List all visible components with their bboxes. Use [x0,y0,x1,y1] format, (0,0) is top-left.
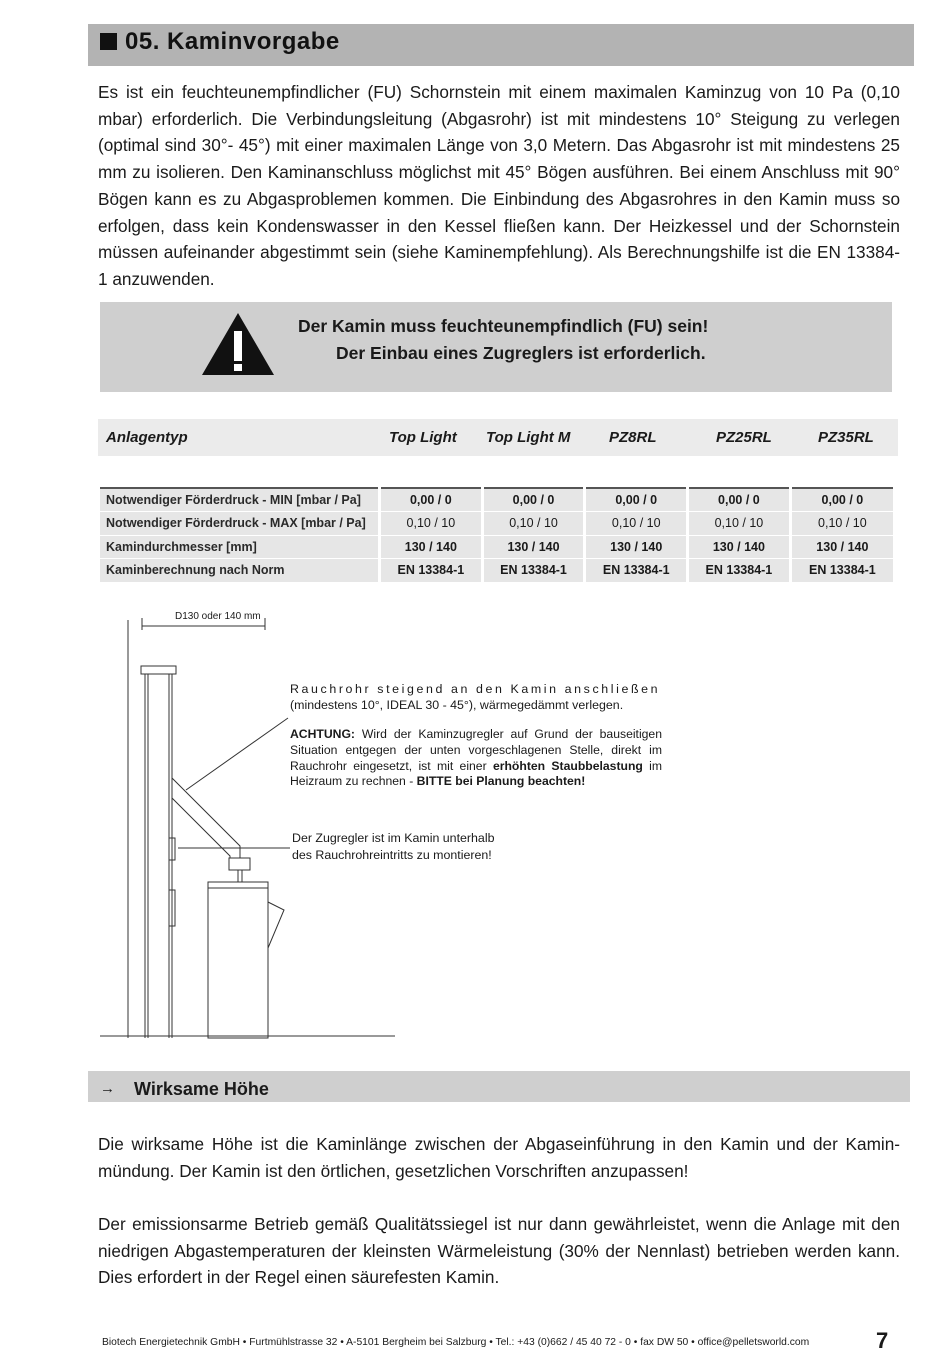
flue-pipe-note-detail: (mindestens 10°, IDEAL 30 - 45°), wärmegedämmt verlegen. [290,698,624,712]
table-cell: 0,10 / 10 [688,512,791,536]
table-cell: 130 / 140 [790,535,893,559]
table-cell: 0,10 / 10 [482,512,585,536]
flue-pipe-note [290,681,662,713]
attention-note: ACHTUNG: Wird der Kaminzugregler auf Grund der bauseitigen Situation entgegen der unten vorgeschlagenen Stelle, direkt im Rauchrohr eingesetzt, ist mit einer erhöhten Staubbelastung im Heizraum zu rechnen - BITTE bei Planung beachten! [290,727,663,789]
table-cell: EN 13384-1 [790,559,893,583]
regulator-note: Der Zugregler ist im Kamin unterhalb des Rauchrohreintritts zu montieren! [292,831,495,862]
header-pz8rl: PZ8RL [609,429,657,446]
row-label: Notwendiger Förderdruck - MAX [mbar / Pa] [100,512,380,536]
table-cell: 0,00 / 0 [482,488,585,512]
table-cell: 130 / 140 [380,535,483,559]
footer-contact: Biotech Energietechnik GmbH • Furtmühlstrasse 32 • A-5101 Bergheim bei Salzburg • Tel.: +43 (0)662 / 45 40 72 - 0 • fax DW 50 • office@pelletsworld.com [102,1337,810,1348]
table-cell: 0,10 / 10 [585,512,688,536]
row-label: Kamindurchmesser [mm] [100,535,380,559]
header-top-light: Top Light [389,429,457,446]
section-title [100,28,340,56]
table-cell: 0,00 / 0 [585,488,688,512]
table-cell: 0,00 / 0 [688,488,791,512]
table-cell: EN 13384-1 [482,559,585,583]
warning-line-2: Der Einbau eines Zugreglers ist erforderlich. [336,343,706,363]
table-cell: 130 / 140 [482,535,585,559]
table-row [100,559,893,583]
header-pz25rl: PZ25RL [716,429,772,446]
attention-label: ACHTUNG: [290,727,355,741]
effective-height-paragraph: Die wirksame Höhe ist die Kaminlänge zwischen der Abgaseinführung in den Kamin und der Kamin-mündung. Der Kamin ist den örtlichen, gesetzlichen Vorschriften anzupassen! [98,1134,900,1181]
dimension-label: D130 oder 140 mm [175,611,261,622]
table-cell: 0,10 / 10 [790,512,893,536]
table-row [100,512,893,536]
row-label: Kaminberechnung nach Norm [100,559,380,583]
table-cell: 130 / 140 [688,535,791,559]
section-title-text: 05. Kaminvorgabe [125,28,340,55]
table-cell: EN 13384-1 [380,559,483,583]
table-cell: 0,10 / 10 [380,512,483,536]
header-pz35rl: PZ35RL [818,429,874,446]
flue-pipe-note-heading: Rauchrohr steigend an den Kamin anschließen [290,682,661,696]
warning-line-1: Der Kamin muss feuchteunempfindlich (FU) sein! [298,316,709,336]
table-row [100,488,893,512]
dust-emphasis: erhöhten Staubbelastung [492,758,643,773]
table-cell: 130 / 140 [585,535,688,559]
table-cell: EN 13384-1 [585,559,688,583]
warning-triangle-icon [200,311,276,377]
page-number: 7 [876,1328,889,1353]
header-anlagentyp: Anlagentyp [106,429,188,446]
table-cell: 0,00 / 0 [790,488,893,512]
square-bullet-icon [100,33,117,50]
intro-paragraph: Es ist ein feuchteunempfindlicher (FU) Schornstein mit einem maximalen Kaminzug von 10 Pa (0,10 mbar) erforderlich. Die Verbindungsleitung (Abgasrohr) ist mit mindestens 10° Steigung zu verlegen (optimal sind 30°- 45°) mit einer maximalen Länge von 3,0 Metern. Das Abgasrohr ist mit mindestens 25 mm zu isolieren. Den Kaminanschluss möglichst mit 45° Bögen ausführen. Bei einem Anschluss mit 90° Bögen kann es zu Abgasproblemen kommen. Die Einbindung des Abgasrohres in den Kamin muss so erfolgen, dass kein Kondenswasser in den Kessel fließen kann. Der Heizkessel und der Schornstein müssen aufeinander abgestimmt sein (siehe Kaminempfehlung). Als Berechnungshilfe ist die EN 13384-1 anzuwenden. [98,82,900,289]
emissions-paragraph: Der emissionsarme Betrieb gemäß Qualitätssiegel ist nur dann gewährleistet, wenn die Anlage mit den niedrigen Abgastemperaturen der kleinsten Wärmeleistung (30% der Nennlast) betrieben werden kann. Dies erfordert in der Regel einen säurefesten Kamin. [98,1214,900,1288]
planning-emphasis: BITTE bei Planung beachten! [416,774,586,789]
table-cell: 0,00 / 0 [380,488,483,512]
subsection-title: Wirksame Höhe [134,1079,269,1099]
table-cell: EN 13384-1 [688,559,791,583]
header-top-light-m: Top Light M [486,429,571,446]
spec-table [100,487,893,583]
table-row [100,535,893,559]
arrow-right-icon: → [100,1080,115,1097]
chimney-diagram [90,600,420,1050]
row-label: Notwendiger Förderdruck - MIN [mbar / Pa] [100,488,380,512]
